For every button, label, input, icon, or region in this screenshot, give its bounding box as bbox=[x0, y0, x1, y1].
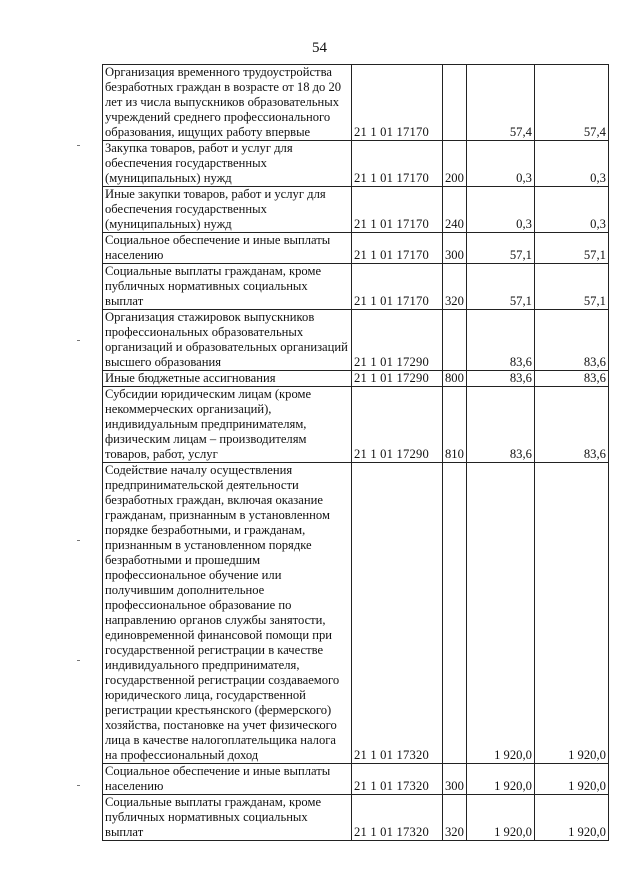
row-sum-1: 0,3 bbox=[466, 187, 534, 233]
row-sum-2: 1 920,0 bbox=[534, 795, 608, 841]
row-name: Иные закупки товаров, работ и услуг для обеспечения государственных (муниципальных) нужд bbox=[103, 187, 352, 233]
row-sum-2: 83,6 bbox=[534, 387, 608, 463]
row-name: Организация временного трудоустройства безработных граждан в возрасте от 18 до 20 лет из числа выпускников образовательных учреждений среднего профессионального образования, ищущих работу впервые bbox=[103, 65, 352, 141]
row-sum-1: 83,6 bbox=[466, 387, 534, 463]
row-sum-1: 1 920,0 bbox=[466, 764, 534, 795]
table-row bbox=[103, 233, 609, 264]
table-row bbox=[103, 463, 609, 764]
row-name: Содействие началу осуществления предпринимательской деятельности безработных граждан, включая оказание гражданам, признанным в установленном порядке безработными, и гражданам, признанным в установленном порядке безработными и прошедшим профессиональное обучение или получившим дополнительное профессиональное образование по направлению органов службы занятости, единовременной финансовой помощи при государственной регистрации в качестве индивидуального предпринимателя, государственной регистрации создаваемого юридического лица, государственной регистрации крестьянского (фермерского) хозяйства, постановке на учет физического лица в качестве налогоплательщика налога на профессиональный доход bbox=[103, 463, 352, 764]
scan-mark bbox=[77, 145, 80, 146]
row-sum-2: 57,1 bbox=[534, 264, 608, 310]
row-sum-1: 57,4 bbox=[466, 65, 534, 141]
row-vr bbox=[443, 463, 467, 764]
page-number: 54 bbox=[312, 40, 327, 56]
budget-table bbox=[102, 64, 609, 841]
row-vr bbox=[443, 65, 467, 141]
row-code: 21 1 01 17320 bbox=[352, 463, 443, 764]
row-sum-2: 57,1 bbox=[534, 233, 608, 264]
table-row bbox=[103, 764, 609, 795]
row-code: 21 1 01 17290 bbox=[352, 387, 443, 463]
row-vr: 320 bbox=[443, 795, 467, 841]
row-vr: 200 bbox=[443, 141, 467, 187]
row-sum-1: 83,6 bbox=[466, 371, 534, 387]
row-vr: 800 bbox=[443, 371, 467, 387]
row-code: 21 1 01 17290 bbox=[352, 310, 443, 371]
table-row bbox=[103, 387, 609, 463]
row-code: 21 1 01 17170 bbox=[352, 141, 443, 187]
row-vr: 810 bbox=[443, 387, 467, 463]
row-name: Социальные выплаты гражданам, кроме публичных нормативных социальных выплат bbox=[103, 264, 352, 310]
row-code: 21 1 01 17170 bbox=[352, 187, 443, 233]
row-name: Закупка товаров, работ и услуг для обеспечения государственных (муниципальных) нужд bbox=[103, 141, 352, 187]
table-row bbox=[103, 141, 609, 187]
row-name: Социальные выплаты гражданам, кроме публичных нормативных социальных выплат bbox=[103, 795, 352, 841]
row-name: Субсидии юридическим лицам (кроме некоммерческих организаций), индивидуальным предпринимателям, физическим лицам – производителям товаров, работ, услуг bbox=[103, 387, 352, 463]
row-name: Социальное обеспечение и иные выплаты населению bbox=[103, 233, 352, 264]
table-row bbox=[103, 264, 609, 310]
row-sum-1: 1 920,0 bbox=[466, 463, 534, 764]
row-vr: 320 bbox=[443, 264, 467, 310]
row-sum-1: 1 920,0 bbox=[466, 795, 534, 841]
row-sum-2: 1 920,0 bbox=[534, 764, 608, 795]
row-code: 21 1 01 17320 bbox=[352, 795, 443, 841]
row-sum-2: 57,4 bbox=[534, 65, 608, 141]
row-name: Социальное обеспечение и иные выплаты населению bbox=[103, 764, 352, 795]
scan-mark bbox=[77, 785, 80, 786]
row-code: 21 1 01 17170 bbox=[352, 264, 443, 310]
row-code: 21 1 01 17170 bbox=[352, 65, 443, 141]
row-sum-1: 0,3 bbox=[466, 141, 534, 187]
row-name: Иные бюджетные ассигнования bbox=[103, 371, 352, 387]
table-row bbox=[103, 371, 609, 387]
scan-mark bbox=[77, 660, 80, 661]
table-row bbox=[103, 187, 609, 233]
row-sum-2: 0,3 bbox=[534, 187, 608, 233]
row-name: Организация стажировок выпускников профессиональных образовательных организаций и образовательных организаций высшего образования bbox=[103, 310, 352, 371]
row-code: 21 1 01 17170 bbox=[352, 233, 443, 264]
row-vr: 300 bbox=[443, 233, 467, 264]
budget-table-body bbox=[103, 65, 609, 841]
row-vr bbox=[443, 310, 467, 371]
row-sum-2: 83,6 bbox=[534, 310, 608, 371]
scan-mark bbox=[77, 340, 80, 341]
table-row bbox=[103, 65, 609, 141]
row-vr: 240 bbox=[443, 187, 467, 233]
row-sum-2: 0,3 bbox=[534, 141, 608, 187]
row-sum-1: 57,1 bbox=[466, 233, 534, 264]
row-vr: 300 bbox=[443, 764, 467, 795]
table-row bbox=[103, 795, 609, 841]
table-row bbox=[103, 310, 609, 371]
row-sum-2: 83,6 bbox=[534, 371, 608, 387]
row-sum-1: 57,1 bbox=[466, 264, 534, 310]
row-sum-1: 83,6 bbox=[466, 310, 534, 371]
row-code: 21 1 01 17320 bbox=[352, 764, 443, 795]
row-sum-2: 1 920,0 bbox=[534, 463, 608, 764]
row-code: 21 1 01 17290 bbox=[352, 371, 443, 387]
scan-mark bbox=[77, 540, 80, 541]
